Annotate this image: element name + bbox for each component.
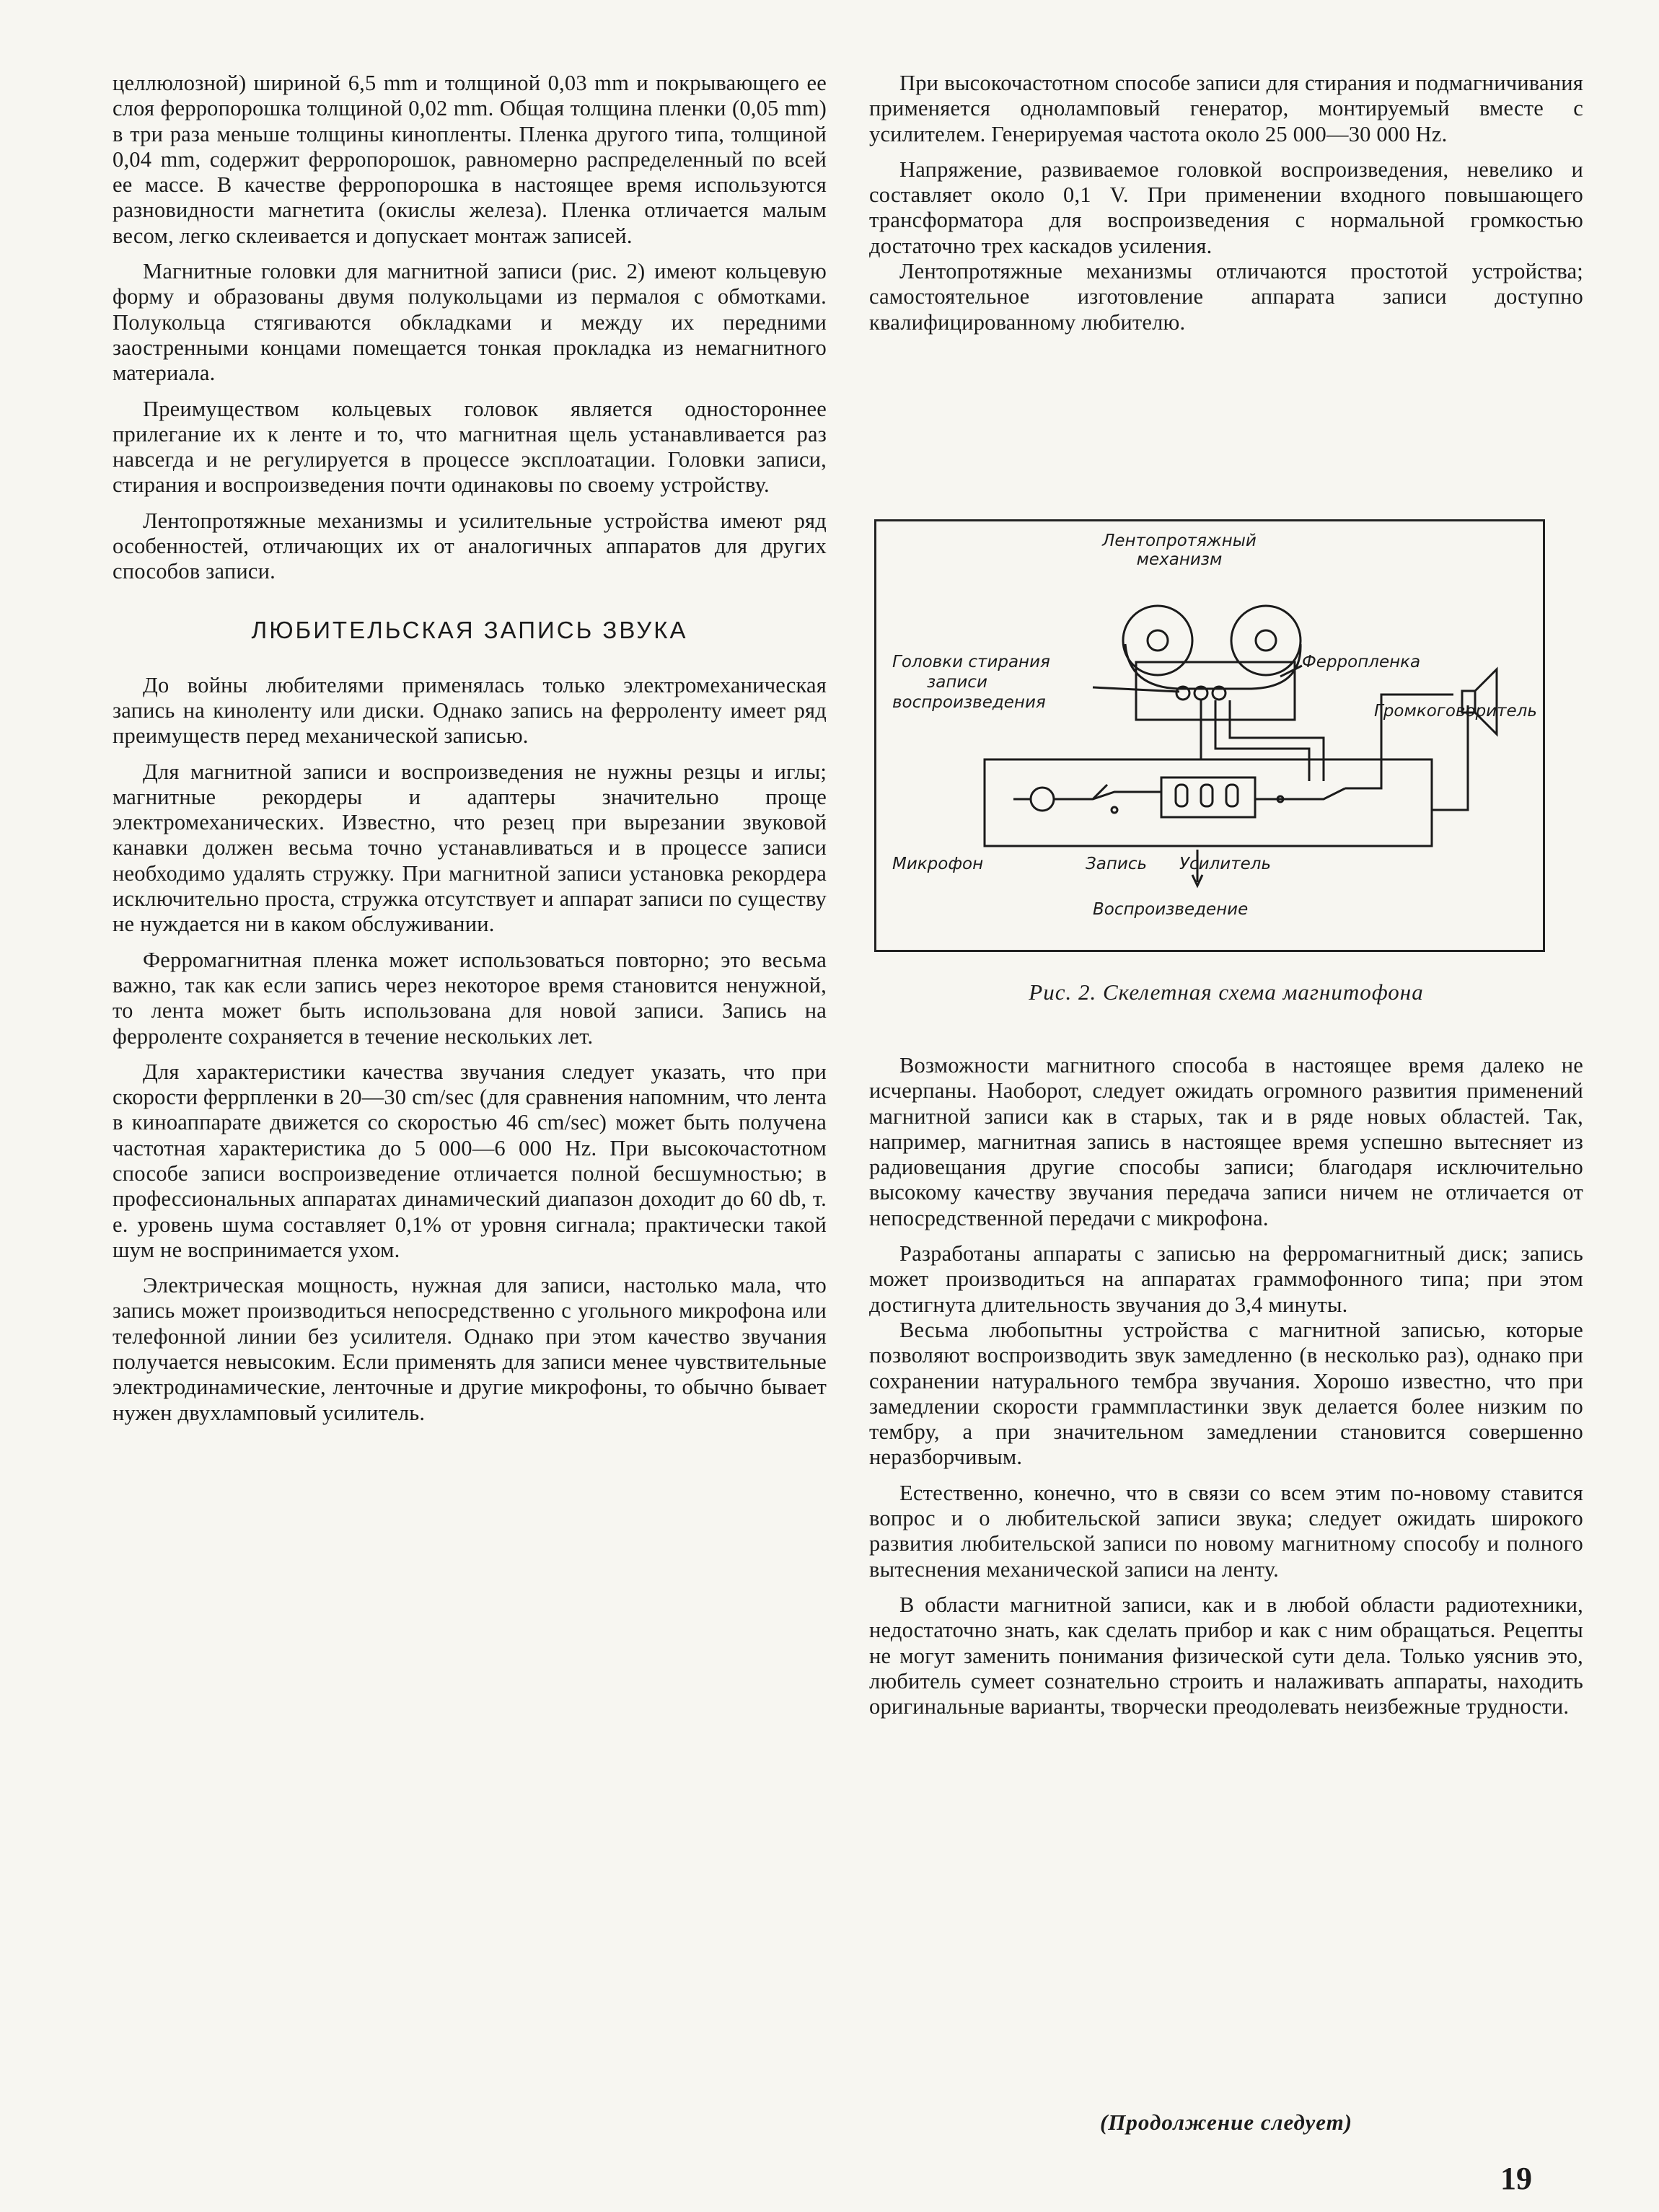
paragraph: Лентопротяжные механизмы и усилительные устройства имеют ряд особенностей, отличающих их от аналогичных аппаратов для других способов записи.	[113, 508, 827, 584]
left-column	[113, 71, 827, 1426]
label-heads-line1: Головки стирания	[892, 653, 1050, 671]
section-heading: ЛЮБИТЕЛЬСКАЯ ЗАПИСЬ ЗВУКА	[251, 616, 688, 643]
label-mechanism: Лентопротяжный механизм	[1102, 532, 1257, 569]
tube	[1201, 785, 1213, 806]
paragraph: Магнитные головки для магнитной записи (рис. 2) имеют кольцевую форму и образованы двумя полукольцами из пермалоя с обмотками. Полукольца стягиваются обкладками и между их передними заостренными концами помещается тонкая прокладка из немагнитного материала.	[113, 259, 827, 386]
circuit-frame	[985, 759, 1432, 846]
paragraph: Для характеристики качества звучания следует указать, что при скорости феррпленки в 20—30 cm/sec (для сравнения напомним, что лента в киноаппарате движется со скоростью 46 cm/sec) может быть получена частотная характеристика до 5 000—6 000 Hz. При высокочастотном способе записи воспроизведение отличается полной бесшумностью; в профессиональных аппаратах динамический диапазон доходит до 60 db, т. е. уровень шума составляет 0,1% от уровня сигнала; практически такой шум не воспринимается ухом.	[113, 1059, 827, 1262]
wire	[1432, 705, 1468, 810]
tube	[1176, 785, 1187, 806]
label-heads-line3: воспроизведения	[892, 693, 1046, 712]
paragraph: Для магнитной записи и воспроизведения не нужны резцы и иглы; магнитные рекордеры и адаптеры значительно проще электромеханических. Известно, что резец при вырезании звуковой канавки должен весьма точно устанавливаться и в процессе записи необходимо удалять стружку. При магнитной записи установка рекордера исключительно проста, стружка отсутствует и аппарат записи по существу не нуждается ни в каком обслуживании.	[113, 759, 827, 937]
paragraph: В области магнитной записи, как и в любой области радиотехники, недостаточно знать, как сделать прибор и как с ним обращаться. Рецепты не могут заменить понимания физической сути дела. Только уяснив это, любитель сумеет сознательно строить и налаживать аппараты, находить оригинальные варианты, творчески преодолевать неизбежные трудности.	[869, 1592, 1583, 1719]
continuation-note: (Продолжение следует)	[1099, 2110, 1353, 2135]
paragraph: Преимуществом кольцевых головок является одностороннее прилегание их к ленте и то, что магнитная щель устанавливается раз навсегда и не регулируется в процессе эксплоатации. Головки записи, стирания и воспроизведения почти одинаковы по своему устройству.	[113, 396, 827, 498]
label-microphone: Микрофон	[892, 855, 984, 873]
paragraph: Весьма любопытны устройства с магнитной записью, которые позволяют воспроизводить звук замедленно (в несколько раз), однако при сохранении натурального тембра звучания. Хорошо известно, что при замедлении скорости граммпластинки звук делается более низким по тембру, а при значительном замедлении становится совершенно неразборчивым.	[869, 1317, 1583, 1470]
paragraph: Возможности магнитного способа в настоящее время далеко не исчерпаны. Наоборот, следует ожидать огромного развития применений магнитной записи как в старых, так и в ряде новых областей. Так, например, магнитная запись в настоящее время успешно вытесняет из радиовещания другие способы записи; благодаря исключительно высокому качеству звучания передача записи ничем не отличается от непосредственной передачи с микрофона.	[869, 1053, 1583, 1230]
right-column-top	[869, 71, 1583, 335]
paragraph: Разработаны аппараты с записью на ферромагнитный диск; запись может производиться на аппаратах граммофонного типа; при этом достигнута длительность звучания до 3,4 минуты.	[869, 1241, 1583, 1317]
paragraph: При высокочастотном способе записи для стирания и подмагничивания применяется одноламповый генератор, монтируемый вместе с усилителем. Генерируемая частота около 25 000—30 000 Hz.	[869, 71, 1583, 146]
label-speaker: Громкоговоритель	[1374, 702, 1537, 721]
figure-caption: Рис. 2. Скелетная схема магнитофона	[1029, 979, 1424, 1005]
label-record: Запись	[1086, 855, 1148, 873]
paragraph: Естественно, конечно, что в связи со всем этим по-новому ставится вопрос и о любительской записи звука; следует ожидать широкого развития любительской записи по новому магнитному способу и полного вытеснения механической записи на ленту.	[869, 1480, 1583, 1582]
tape-recorder-diagram	[874, 519, 1545, 952]
paragraph: Лентопротяжные механизмы отличаются простотой устройства; самостоятельное изготовление аппарата записи доступно квалифицированному любителю.	[869, 259, 1583, 335]
label-heads-line2: записи	[927, 673, 987, 692]
left-reel-hub	[1148, 630, 1168, 651]
page-number: 19	[1500, 2161, 1532, 2196]
microphone-symbol	[1031, 788, 1054, 811]
left-reel	[1123, 606, 1192, 675]
paragraph: целлюлозной) шириной 6,5 mm и толщиной 0,03 mm и покрывающего ее слоя ферропорошка толщиной 0,02 mm. Общая толщина пленки (0,05 mm) в три раза меньше толщины кинопленты. Пленка другого типа, толщиной 0,04 mm, содержит ферропорошок, равномерно распределенный по всей ее массе. В качестве ферропорошка в настоящее время используются разновидности магнетита (окислы железа). Пленка отличается малым весом, легко склеивается и допускает монтаж записей.	[113, 71, 827, 248]
paragraph: Ферромагнитная пленка может использоваться повторно; это весьма важно, так как если запись через некоторое время становится ненужной, то лента может быть использована для новой записи. Запись на ферроленте сохраняется в течение нескольких лет.	[113, 947, 827, 1049]
right-reel-hub	[1256, 630, 1276, 651]
paragraph: Электрическая мощность, нужная для записи, настолько мала, что запись может производиться непосредственно с угольного микрофона или телефонной линии без усилителя. Однако при этом качество звучания получается невысоким. Если применять для записи менее чувствительные электродинамические, ленточные и другие микрофоны, то обычно бывает нужен двухламповый усилитель.	[113, 1273, 827, 1425]
right-reel	[1231, 606, 1301, 675]
paragraph: До войны любителями применялась только электромеханическая запись на киноленту или диски. Однако запись на ферроленту имеет ряд преимуществ перед механической записью.	[113, 672, 827, 749]
tape-path	[1125, 644, 1301, 689]
paragraph: Напряжение, развиваемое головкой воспроизведения, невелико и составляет около 0,1 V. При применении входного повышающего трансформатора для воспроизведения с нормальной громкостью достаточно трех каскадов усиления.	[869, 157, 1583, 258]
tube	[1226, 785, 1238, 806]
label-playback: Воспроизведение	[1093, 900, 1249, 919]
wire	[1054, 792, 1161, 799]
label-amplifier: Усилитель	[1179, 855, 1272, 873]
diagram-drawing	[876, 521, 1543, 950]
right-column-bottom	[869, 1053, 1583, 1719]
label-tape: Ферропленка	[1302, 653, 1421, 671]
switch-contact	[1112, 807, 1117, 813]
wire	[1255, 788, 1345, 799]
